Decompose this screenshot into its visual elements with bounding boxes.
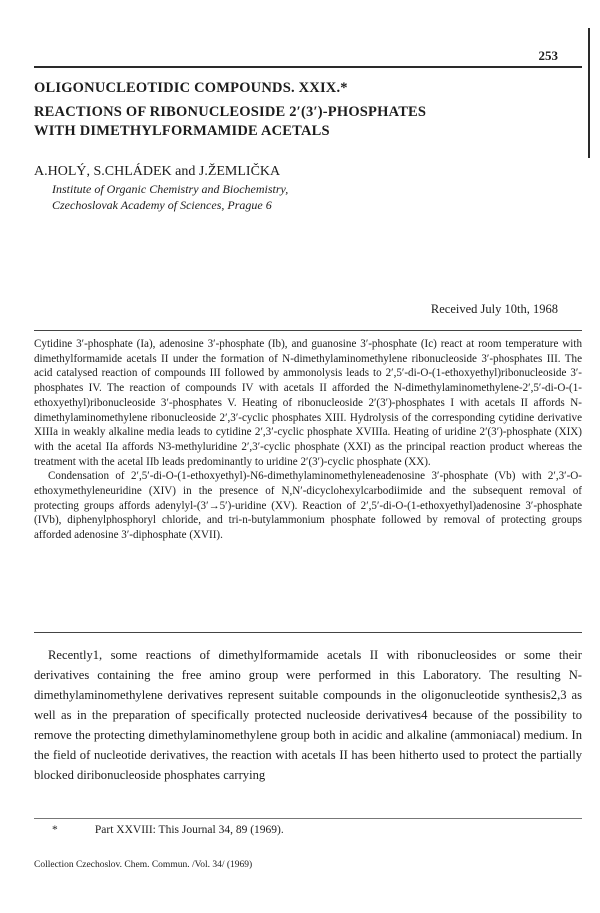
footnote [52, 824, 284, 836]
article-title-line-1: REACTIONS OF RIBONUCLEOSIDE 2′(3′)-PHOSPHATES [34, 104, 427, 120]
received-date: Received July 10th, 1968 [430, 302, 558, 316]
authors: A.HOLÝ, S.CHLÁDEK and J.ŽEMLIČKA [34, 164, 281, 179]
journal-citation: Collection Czechoslov. Chem. Commun. /Vol. 34/ (1969) [34, 860, 253, 870]
article-title-line-2: WITH DIMETHYLFORMAMIDE ACETALS [34, 123, 330, 139]
header-rule [34, 66, 582, 68]
abstract-paragraph-1: Cytidine 3′-phosphate (Ia), adenosine 3′-phosphate (Ib), and guanosine 3′-phosphate (Ic) react at room temperature with dimethylformamide acetals II under the formation of N-dimethylaminomethylene ribonucleoside 3′-phosphates III. The acid catalysed reaction of compounds III followed by ammonolysis leads to 2′,5′-di-O-(1-ethoxyethyl)ribonucleoside 3′-phosphates IV. The reaction of compounds IV with acetals II afforded the N-dimethylaminomethylene-2′,5′-di-O-(1-ethoxyethyl)ribonucleoside 3′-phosphates V. Heating of ribonucleoside 2′(3′)-phosphates I with acetals II affords N-dimethylaminomethylene ribonucleoside 2′,3′-cyclic phosphates XIII. Hydrolysis of the corresponding cytidine derivative XIIIa in weakly alkaline media leads to cytidine 2′,3′-cyclic phosphate XVIIIa. Heating of uridine 2′(3′)-phosphate (XIX) with the acetal IIa affords N3-methyluridine 2′,3′-cyclic phosphate (XXI) as the principal reaction product whereas the treatment with the acetal IIb leads predominantly to uridine 2′(3′)-cyclic phosphate (XX). [34, 338, 582, 468]
footnote-mark: * [52, 824, 58, 836]
page-number: 253 [538, 48, 558, 63]
abstract-paragraph-2: Condensation of 2′,5′-di-O-(1-ethoxyethyl)-N6-dimethylaminomethyleneadenosine 3′-phosphate (Vb) with 2′,3′-O-ethoxymethyleneuridine (XIV) in the presence of N,N′-dicyclohexylcarbodiimide and the subsequent removal of protecting groups affords adenylyl-(3′→5′)-uridine (XV). Reaction of 2′,5′-di-O-(1-ethoxyethyl)adenosine 3′-phosphate (IVb), diphenylphosphoryl chloride, and tri-n-butylammonium phosphate followed by removal of protecting groups afforded adenosine 3′-diphosphate (XVII). [34, 470, 582, 542]
margin-rule [588, 28, 590, 158]
main-text [34, 645, 582, 785]
footnote-text: Part XXVIII: This Journal 34, 89 (1969). [94, 824, 284, 836]
abstract-top-rule [34, 330, 582, 331]
abstract-bottom-rule [34, 632, 582, 633]
body-paragraph-1: Recently1, some reactions of dimethylformamide acetals II with ribonucleosides or some their derivatives containing the free amino group were performed in this Laboratory. The resulting N-dimethylaminomethylene derivatives represent suitable compounds in the oligonucleotide synthesis2,3 as well as in the preparation of specifically protected nucleoside derivatives4 because of the possibility to remove the protecting dimethylaminomethylene group both in acidic and alkaline (ammoniacal) medium. In the field of nucleotide derivatives, the reaction with acetals II has been hitherto used to protect the partially blocked diribonucleoside phosphates carrying [34, 648, 582, 782]
series-title: OLIGONUCLEOTIDIC COMPOUNDS. XXIX.* [34, 80, 348, 96]
abstract [34, 337, 582, 543]
affiliation-line-1: Institute of Organic Chemistry and Biochemistry, [52, 182, 289, 196]
footnote-rule [34, 818, 582, 819]
affiliation-line-2: Czechoslovak Academy of Sciences, Prague 6 [52, 198, 272, 212]
